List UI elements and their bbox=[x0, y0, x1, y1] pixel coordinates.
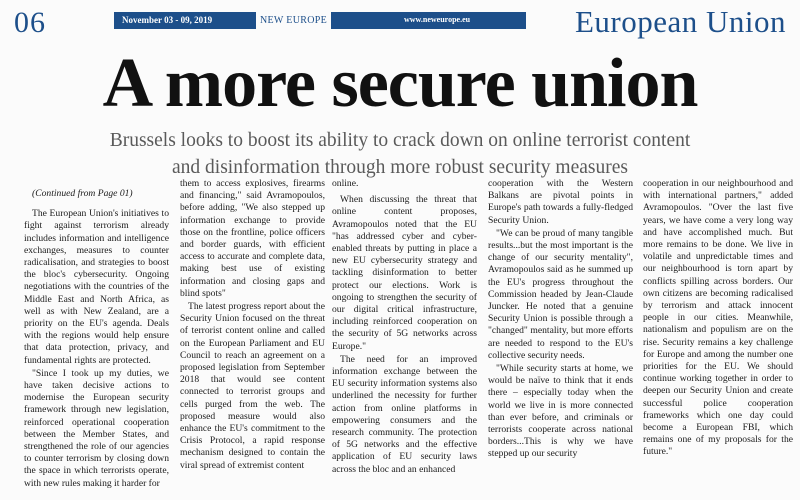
paragraph: "While security starts at home, we would be naïve to think that it ends there – especially today when the world we live in is more connected than ever before, and criminals or terrorists cooperate across national borders...This is why we have stepped up our security bbox=[488, 363, 633, 460]
article-column-3 bbox=[332, 178, 477, 477]
paragraph: them to access explosives, firearms and financing," said Avramopoulos, before adding, "We also stepped up information exchange to provide those on the frontline, police officers and border guards, with efficient access to accurate and complete data, making best use of existing information and closing gaps and blind spots" bbox=[180, 178, 325, 299]
subheadline-line: and disinformation through more robust security measures bbox=[172, 157, 628, 178]
header-bar bbox=[114, 12, 526, 29]
paragraph: online. bbox=[332, 178, 359, 189]
paragraph: cooperation with the Western Balkans are pivotal points in Europe's path towards a fully-fledged Security Union. bbox=[488, 178, 633, 226]
paragraph: cooperation in our neighbourhood and with international partners," added Avramopoulos. "Over the last five years, we have come a very long way and have accomplished much. But more remains to be done. We live in volatile and unpredictable times and our neighbourhood is torn apart by conflicts spilling across borders. Our own citizens are becoming radicalised by terrorism and attack innocent people in our cities. Meanwhile, nationalism and populism are on the rise. Security remains a key challenge for Europe and among the number one priorities for the EU. We should continue working together in order to deepen our Security Union and create successful police cooperation frameworks which one day could become a European FBI, which remains one of my proposals for the future." bbox=[643, 178, 793, 458]
paragraph: The European Union's initiatives to fight against terrorism already includes information and intelligence exchanges, measures to counter radicalisation, and strategies to boost the bloc's cybersecurity. Ongoing negotiations with the countries of the Middle East and North Africa, as well as with New Zealand, are a priority on the EU's agenda. Deals with the regions would help ensure that data protection, privacy, and fundamental rights are protected. bbox=[24, 208, 169, 366]
article-column-4 bbox=[488, 178, 633, 462]
subheadline-line: Brussels looks to boost its ability to crack down on online terrorist content bbox=[109, 130, 691, 151]
website-url: www.neweurope.eu bbox=[404, 15, 471, 24]
page-number: 06 bbox=[14, 6, 46, 39]
brand-name: NEW EUROPE bbox=[256, 12, 331, 29]
paragraph: "We can be proud of many tangible results...but the most important is the change of our security mentality", Avramopoulos said as he summed up the EU's progress throughout the Commission headed by Jean-Claude Juncker. He noted that a genuine Security Union is possible through a "changed" mentality, but more efforts are needed to respond to the EU's collective security needs. bbox=[488, 227, 633, 361]
article-column-2 bbox=[180, 178, 325, 473]
paragraph: When discussing the threat that online content proposes, Avramopoulos noted that the EU "has addressed cyber and cyber-enabled threats by putting in place a new EU cybersecurity strategy and tackling disinformation to better protect our elections. Work is ongoing to strengthen the security of our digital critical infrastructure, including reinforced cooperation on the security of 5G networks across Europe." bbox=[332, 194, 477, 352]
issue-date: November 03 - 09, 2019 bbox=[122, 15, 213, 25]
paragraph: The latest progress report about the Security Union focused on the threat of terrorist content online and called on the European Parliament and EU Council to reach an agreement on a proposed legislation from September 2018 that would see content connected to terrorist groups and cells purged from the web. The proposed measure would also enhance the EU's commitment to the Crisis Protocol, a rapid response mechanism designed to contain the viral spread of extremist content bbox=[180, 301, 325, 471]
continued-note: (Continued from Page 01) bbox=[32, 188, 133, 199]
subheadline bbox=[40, 127, 760, 181]
paragraph: The need for an improved information exchange between the EU security information systems also underlined the necessity for further action from online platforms in empowering consumers and the research community. The protection of 5G networks and the effective application of EU security laws across the bloc and an enhanced bbox=[332, 353, 477, 475]
article-column-5 bbox=[643, 178, 793, 460]
paragraph: "Since I took up my duties, we have taken decisive actions to modernise the European security framework through new legislation, reinforced operational cooperation between the Member States, and strengthened the role of our agencies to counter terrorism by closing down the space in which terrorists operate, with new rules making it harder for bbox=[24, 367, 169, 489]
section-title: European Union bbox=[574, 4, 786, 39]
article-column-1 bbox=[24, 188, 169, 491]
article-body bbox=[24, 178, 800, 500]
headline: A more secure union bbox=[102, 45, 698, 122]
